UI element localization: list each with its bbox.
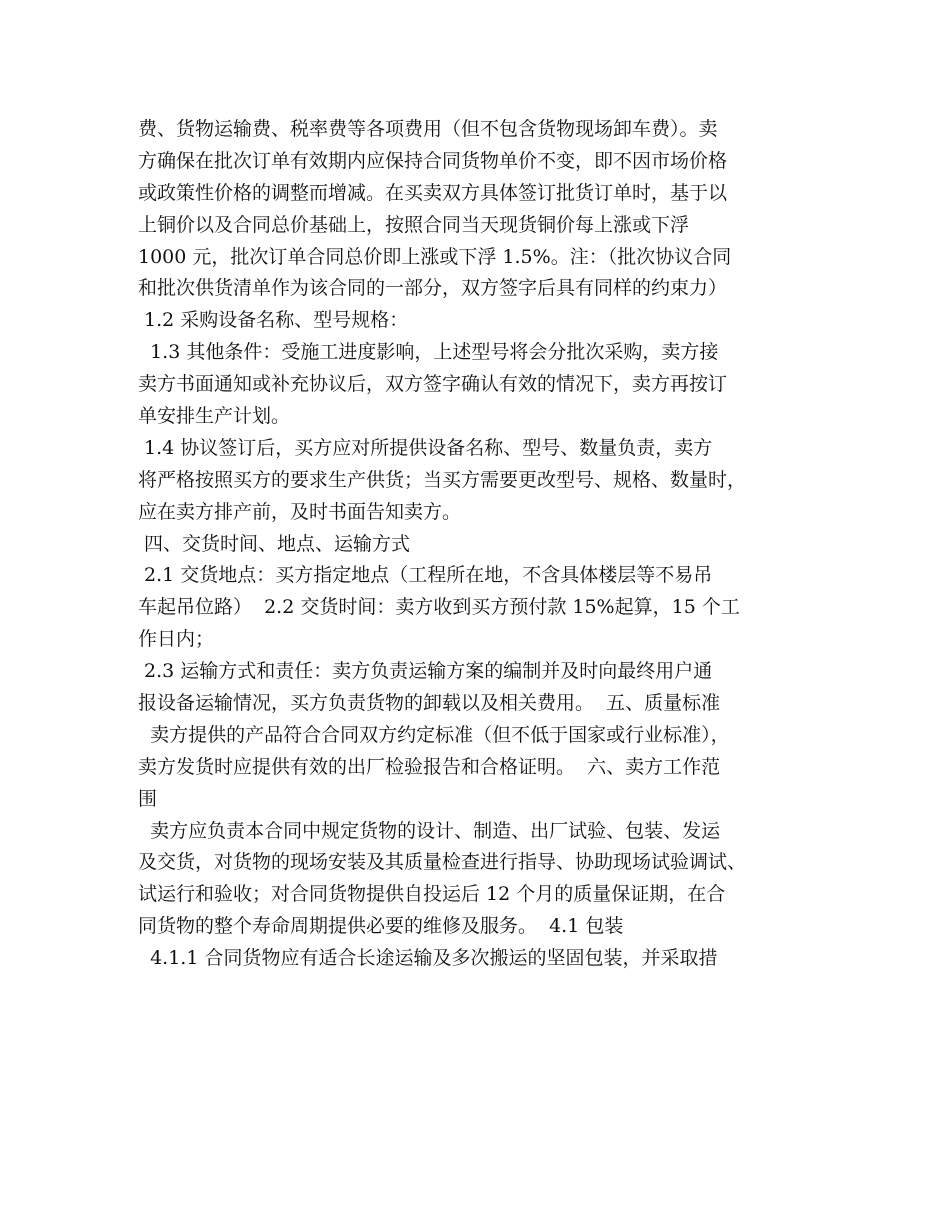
text-line: 1000 元，批次订单合同总价即上涨或下浮 1.5%。注：（批次协议合同 [138, 245, 732, 268]
text-line: 作日内； [138, 628, 215, 651]
text-line: 卖方提供的产品符合合同双方约定标准（但不低于国家或行业标准）， [138, 723, 730, 746]
text-line: 车起吊位路） 2.2 交货时间：卖方收到买方预付款 15%起算，15 个工 [138, 596, 740, 619]
text-line: 同货物的整个寿命周期提供必要的维修及服务。 4.1 包装 [138, 915, 624, 938]
text-line: 4.1.1 合同货物应有适合长途运输及多次搬运的坚固包装，并采取措 [138, 947, 718, 970]
text-line: 费、货物运输费、税率费等各项费用（但不包含货物现场卸车费）。卖 [138, 118, 718, 140]
text-line: 1.4 协议签订后，买方应对所提供设备名称、型号、数量负责，卖方 [138, 436, 713, 459]
text-line: 围 [138, 787, 158, 810]
text-line: 和批次供货清单作为该合同的一部分，双方签字后具有同样的约束力） [138, 277, 728, 300]
text-line: 报设备运输情况，买方负责货物的卸载以及相关费用。 五、质量标准 [138, 692, 721, 715]
text-line: 将严格按照买方的要求生产供货；当买方需要更改型号、规格、数量时， [138, 468, 747, 491]
text-line: 卖方应负责本合同中规定货物的设计、制造、出厂试验、包装、发运 [138, 819, 721, 842]
text-line: 2.3 运输方式和责任：卖方负责运输方案的编制并及时向最终用户通 [138, 660, 713, 683]
text-line: 或政策性价格的调整而增减。在买卖双方具体签订批货订单时，基于以 [138, 181, 728, 204]
section-heading: 1.2 采购设备名称、型号规格： [138, 309, 409, 332]
text-line: 上铜价以及合同总价基础上，按照合同当天现货铜价每上涨或下浮 [138, 213, 690, 236]
text-line: 方确保在批次订单有效期内应保持合同货物单价不变，即不因市场价格 [138, 149, 728, 172]
text-line: 卖方书面通知或补充协议后，双方签字确认有效的情况下，卖方再按订 [138, 373, 728, 396]
section-heading: 四、交货时间、地点、运输方式 [138, 532, 411, 555]
text-line: 应在卖方排产前，及时书面告知卖方。 [138, 500, 462, 523]
text-line: 及交货，对货物的现场安装及其质量检查进行指导、协助现场试验调试、 [138, 851, 747, 874]
text-line: 单安排生产计划。 [138, 405, 291, 428]
text-line: 试运行和验收；对合同货物提供自投运后 12 个月的质量保证期，在合 [138, 883, 726, 906]
text-line: 卖方发货时应提供有效的出厂检验报告和合格证明。 六、卖方工作范 [138, 755, 721, 778]
document-page [138, 114, 838, 975]
text-line: 1.3 其他条件：受施工进度影响，上述型号将会分批次采购，卖方接 [138, 341, 719, 364]
text-line: 2.1 交货地点：买方指定地点（工程所在地，不含具体楼层等不易吊 [138, 564, 713, 587]
